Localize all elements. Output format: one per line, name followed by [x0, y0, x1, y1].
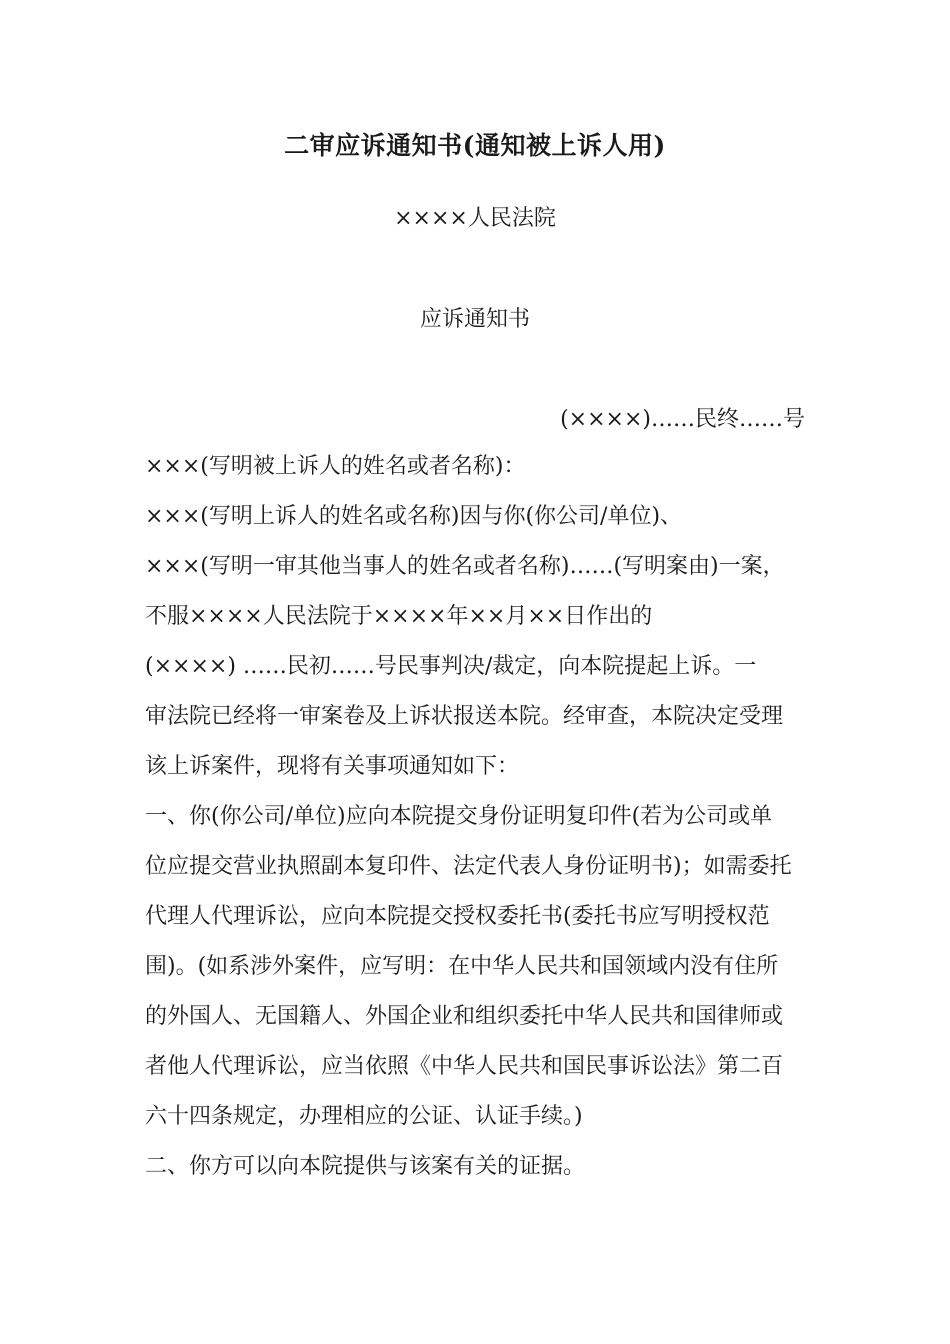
body-line: (××××) ……民初……号民事判决/裁定，向本院提起上诉。一: [145, 654, 757, 679]
document-type: 应诉通知书: [419, 307, 530, 332]
body-line: 代理人代理诉讼，应向本院提交授权委托书(委托书应写明授权范: [145, 904, 770, 929]
body-line: 六十四条规定，办理相应的公证、认证手续。): [145, 1104, 583, 1129]
body-line: ×××(写明被上诉人的姓名或者名称)：: [145, 454, 526, 479]
body-line: 审法院已经将一审案卷及上诉状报送本院。经审查，本院决定受理: [145, 704, 784, 729]
body-line: 的外国人、无国籍人、外国企业和组织委托中华人民共和国律师或: [145, 1004, 784, 1029]
body-line: 位应提交营业执照副本复印件、法定代表人身份证明书)；如需委托: [145, 854, 792, 879]
body-line: 不服××××人民法院于××××年××月××日作出的: [145, 604, 653, 629]
body-line: ×××(写明上诉人的姓名或名称)因与你(你公司/单位)、: [145, 504, 683, 529]
body-line: 一、你(你公司/单位)应向本院提交身份证明复印件(若为公司或单: [145, 804, 773, 829]
body-line: 者他人代理诉讼，应当依照《中华人民共和国民事诉讼法》第二百: [145, 1054, 784, 1079]
document-body: [145, 450, 810, 1200]
body-line: ×××(写明一审其他当事人的姓名或者名称)……(写明案由)一案，: [145, 554, 785, 579]
court-name: ××××人民法院: [394, 206, 556, 231]
body-line: 该上诉案件，现将有关事项通知如下：: [145, 754, 520, 779]
case-number: (××××)……民终……号: [560, 407, 805, 432]
body-line: 围)。(如系涉外案件，应写明：在中华人民共和国领域内没有住所: [145, 954, 779, 979]
document-title: 二审应诉通知书(通知被上诉人用): [284, 131, 666, 160]
body-line: 二、你方可以向本院提供与该案有关的证据。: [145, 1154, 586, 1179]
